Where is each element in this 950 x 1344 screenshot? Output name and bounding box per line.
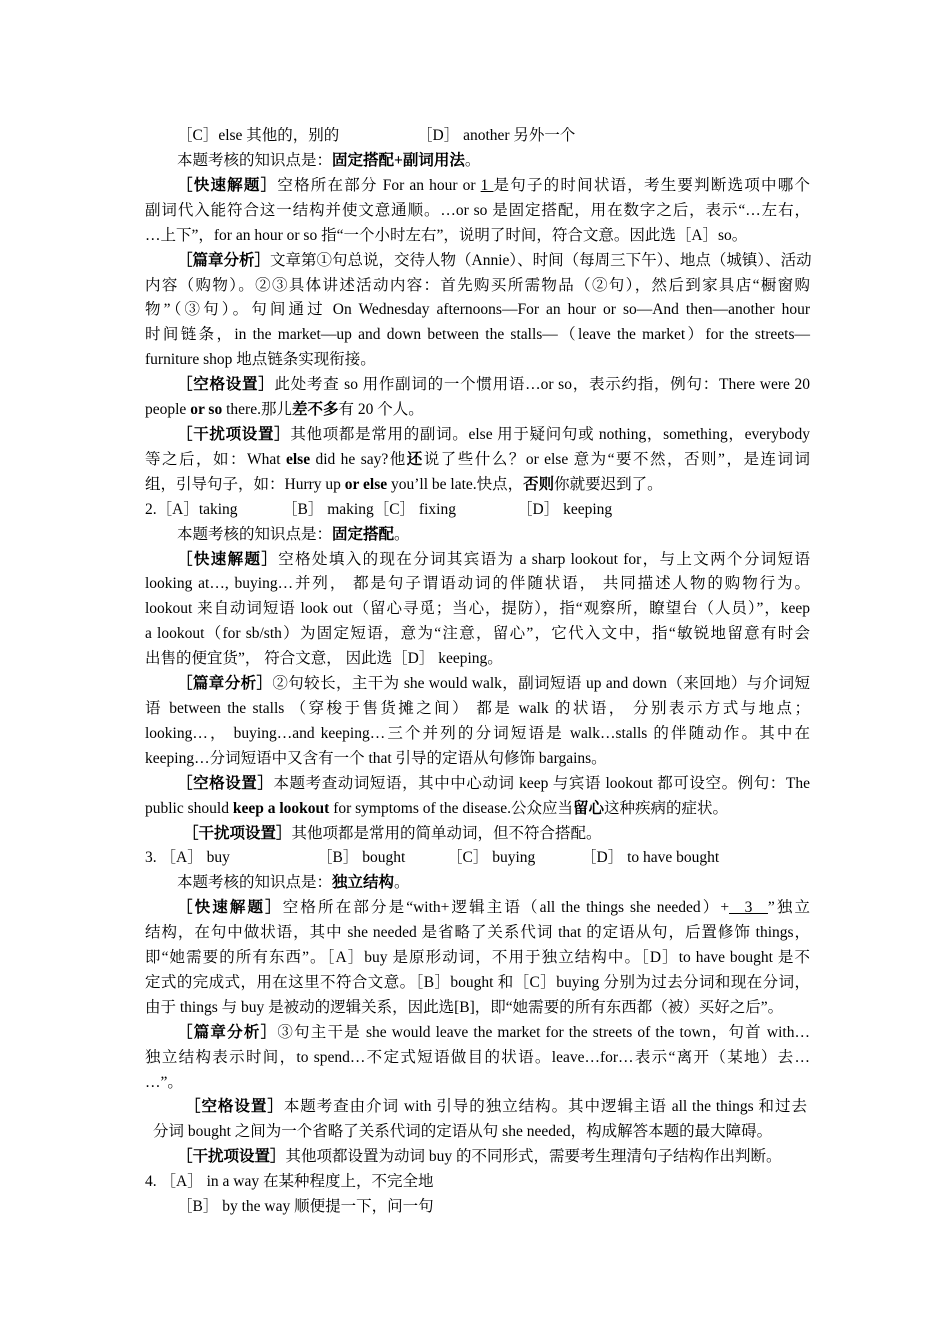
distractor-setting-3: ［干扰项设置］其他项都设置为动词 buy 的不同形式，需要考生理清句子结构作出判断。 bbox=[177, 1148, 782, 1165]
paragraph-line: people or so there.那儿差不多有 20 个人。 bbox=[145, 401, 424, 418]
discourse-analysis-1: ［篇章分析］文章第①句总说，交待人物（Annie）、时间（每周三下午）、地点（城镇）、活动 bbox=[177, 252, 812, 269]
quick-solve-2: ［快速解题］空格处填入的现在分词其宾语为 a sharp lookout for，与上文两个分词短语 bbox=[177, 551, 810, 568]
paragraph-line: 结构，在句中做状语，其中 she needed 是省略了关系代词 that 的定语从句，后置修饰 things， bbox=[145, 924, 810, 941]
distractor-setting-2: ［干扰项设置］其他项都是常用的简单动词，但不符合搭配。 bbox=[183, 825, 602, 842]
section-tag: ［干扰项设置］ bbox=[183, 825, 292, 842]
distractor-setting-1: ［干扰项设置］其他项都是常用的副词。else 用于疑问句或 nothing，something，everybody bbox=[177, 426, 810, 443]
paragraph-line: 副词代入能符合这一结构并使文意通顺。…or so 是固定搭配，用在数字之后，表示“…左右， bbox=[145, 202, 810, 219]
paragraph-line: furniture shop 地点链条实现衔接。 bbox=[145, 351, 376, 368]
paragraph-line: 语 between the stalls （穿梭于售货摊之间） 都是 walk 的状语， 分别表示方式与地点； bbox=[145, 700, 810, 717]
knowledge-point-3: 本题考核的知识点是：独立结构。 bbox=[177, 874, 410, 891]
blank-setting-1: ［空格设置］此处考查 so 用作副词的一个惯用语…or so，表示约指，例句：There were 20 bbox=[177, 376, 810, 393]
paragraph-line: …”。 bbox=[145, 1074, 183, 1091]
section-tag: ［快速解题］ bbox=[177, 177, 278, 194]
paragraph-line: 时间链条，in the market—up and down between the stalls—（leave the market）for the streets— bbox=[145, 326, 810, 343]
paragraph-line: public should keep a lookout for symptoms of the disease.公众应当留心这种疾病的症状。 bbox=[145, 800, 729, 817]
option-c: ［C］ buying bbox=[447, 849, 536, 866]
section-tag: ［空格设置］ bbox=[177, 775, 274, 792]
quick-solve-1: ［快速解题］空格所在部分 For an hour or 1 是句子的时间状语，考生要判断选项中哪个 bbox=[177, 177, 810, 194]
blank-3: __3__ bbox=[729, 899, 768, 916]
option-a: 3. ［A］ buy bbox=[145, 849, 230, 866]
paragraph-line: 由于 things 与 buy 是被动的逻辑关系，因此选[B]，即“她需要的所有东西都（被）买好之后”。 bbox=[145, 999, 784, 1016]
option-d: ［D］ another 另外一个 bbox=[417, 127, 576, 144]
question-4-option-a: 4. ［A］ in a way 在某种程度上，不完全地 bbox=[145, 1173, 434, 1190]
paragraph-line: looking at…, buying…并列， 都是句子谓语动词的伴随状语， 共同描述人物的购物行为。 bbox=[145, 575, 810, 592]
option-d: ［D］ keeping bbox=[517, 501, 613, 518]
section-tag: ［篇章分析］ bbox=[177, 1024, 278, 1041]
option-b-c: ［B］ making［C］ fixing bbox=[282, 501, 456, 518]
section-tag: ［干扰项设置］ bbox=[177, 426, 291, 443]
section-tag: ［干扰项设置］ bbox=[177, 1148, 286, 1165]
paragraph-line: …上下”，for an hour or so 指“一个小时左右”，说明了时间，符合文意。因此选［A］so。 bbox=[145, 227, 748, 244]
discourse-analysis-3: ［篇章分析］③句主干是 she would leave the market for the streets of the town，句首 with… bbox=[177, 1024, 810, 1041]
paragraph-line: 组，引导句子，如：Hurry up or else you’ll be late.快点，否则你就要迟到了。 bbox=[145, 476, 663, 493]
section-tag: ［快速解题］ bbox=[177, 551, 279, 568]
option-b: ［B］ bought bbox=[317, 849, 406, 866]
question-3-options bbox=[145, 846, 810, 871]
paragraph-line: keeping…分词短语中又含有一个 that 引导的定语从句修饰 bargains。 bbox=[145, 750, 607, 767]
paragraph-line: 等之后，如：What else did he say?他还说了些什么？or else 意为“要不然，否则”，是连词词 bbox=[145, 451, 810, 468]
section-tag: ［篇章分析］ bbox=[177, 252, 271, 269]
paragraph-line: lookout 来自动词短语 look out（留心寻觅；当心，提防），指“观察所，瞭望台（人员）”，keep bbox=[145, 600, 810, 617]
paragraph-line: 定式的完成式，用在这里不符合文意。［B］bought 和［C］buying 分别为过去分词和现在分词， bbox=[145, 974, 810, 991]
paragraph-line: 独立结构表示时间，to spend…不定式短语做目的状语。leave…for…表示“离开（某地）去… bbox=[145, 1049, 810, 1066]
option-d: ［D］ to have bought bbox=[581, 849, 720, 866]
option-a: 2.［A］taking bbox=[145, 501, 238, 518]
paragraph-line: 分词 bought 之间为一个省略了关系代词的定语从句 she needed，构成解答本题的最大障碍。 bbox=[153, 1123, 773, 1140]
paragraph-line: 即“她需要的所有东西”。［A］buy 是原形动词，不用于独立结构中。［D］to have bought 是不 bbox=[145, 949, 810, 966]
option-c: ［C］else 其他的，别的 bbox=[177, 127, 340, 144]
section-tag: ［空格设置］ bbox=[177, 376, 275, 393]
discourse-analysis-2: ［篇章分析］②句较长，主干为 she would walk，副词短语 up and down（来回地）与介词短 bbox=[177, 675, 810, 692]
paragraph-line: 物”（③句）。句间通过 On Wednesday afternoons—For an hour or so—And then—another hour bbox=[145, 301, 810, 318]
knowledge-point-1: 本题考核的知识点是：固定搭配+副词用法。 bbox=[177, 152, 481, 169]
section-tag: ［空格设置］ bbox=[185, 1098, 284, 1115]
section-tag: ［篇章分析］ bbox=[177, 675, 273, 692]
paragraph-line: 出售的便宜货”， 符合文意， 因此选［D］ keeping。 bbox=[145, 650, 503, 667]
paragraph-line: 内容（购物）。②③具体讲述活动内容：首先购买所需物品（②句），然后到家具店“橱窗购 bbox=[145, 277, 810, 294]
blank-setting-3: ［空格设置］本题考查由介词 with 引导的独立结构。其中逻辑主语 all the things 和过去 bbox=[185, 1098, 807, 1115]
question-2-options bbox=[145, 498, 810, 523]
knowledge-point-2: 本题考核的知识点是：固定搭配。 bbox=[177, 526, 410, 543]
quick-solve-3: ［快速解题］空格所在部分是“with+逻辑主语（all the things she needed）+__3__”独立 bbox=[177, 899, 810, 916]
paragraph-line: looking…， buying…and keeping…三个并列的分词短语是 walk…stalls 的伴随动作。其中在 bbox=[145, 725, 810, 742]
blank-setting-2: ［空格设置］本题考查动词短语，其中中心动词 keep 与宾语 lookout 都可设空。例句：The bbox=[177, 775, 810, 792]
section-tag: ［快速解题］ bbox=[177, 899, 283, 916]
question-4-option-b: ［B］ by the way 顺便提一下，问一句 bbox=[177, 1198, 434, 1215]
options-row-1 bbox=[145, 124, 810, 149]
blank-1: 1 bbox=[480, 177, 494, 194]
paragraph-line: a lookout（for sb/sth）为固定短语，意为“注意，留心”，它代入文中，指“敏锐地留意有时会 bbox=[145, 625, 810, 642]
